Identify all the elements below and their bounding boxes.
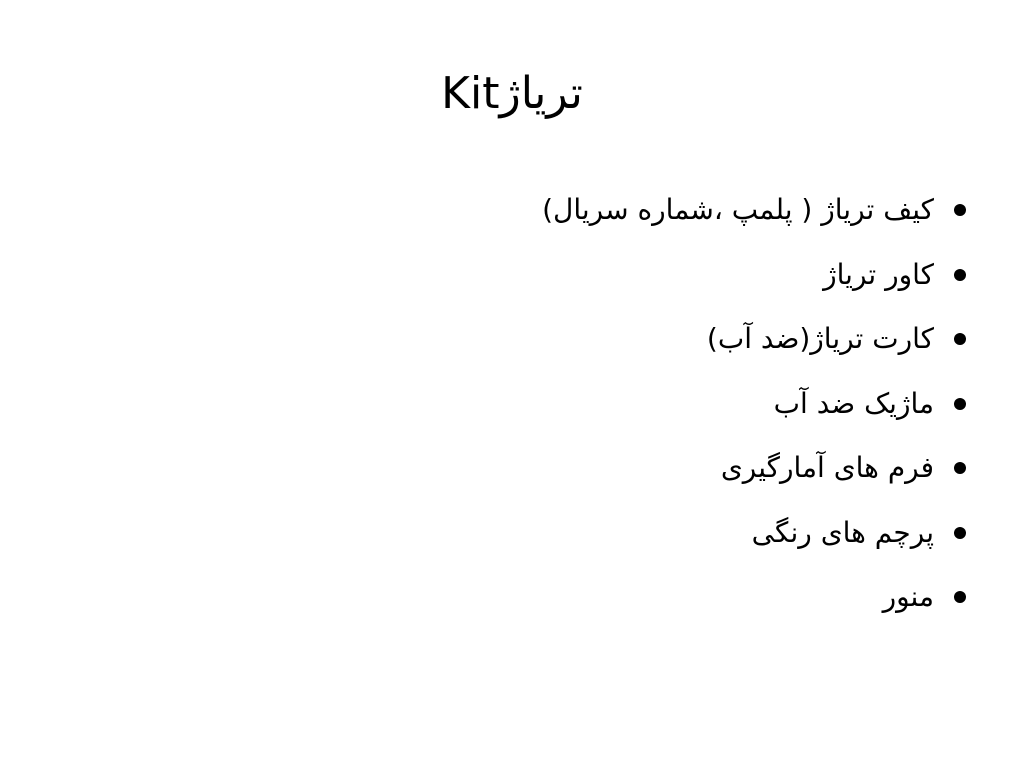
list-item-text: پرچم های رنگی (751, 515, 934, 549)
list-item-text: فرم های آمارگیری (720, 451, 934, 485)
slide-title: تریاژKit (441, 68, 583, 119)
list-item (266, 501, 966, 566)
bullet-icon (954, 269, 966, 281)
list-item (266, 307, 966, 372)
list-item (266, 178, 966, 243)
bullet-list (266, 178, 966, 630)
bullet-icon (954, 398, 966, 410)
list-item-text: کاور تریاژ (823, 257, 934, 291)
list-item (266, 565, 966, 630)
list-item-text: ماژیک ضد آب (773, 386, 934, 420)
bullet-icon (954, 527, 966, 539)
bullet-icon (954, 204, 966, 216)
list-item-text: کیف تریاژ ( پلمپ ،شماره سریال) (542, 193, 934, 227)
list-item (266, 436, 966, 501)
bullet-icon (954, 591, 966, 603)
list-item-text: منور (882, 580, 934, 614)
bullet-icon (954, 462, 966, 474)
list-item (266, 372, 966, 437)
list-item (266, 243, 966, 308)
bullet-icon (954, 333, 966, 345)
list-item-text: کارت تریاژ(ضد آب) (706, 322, 934, 356)
